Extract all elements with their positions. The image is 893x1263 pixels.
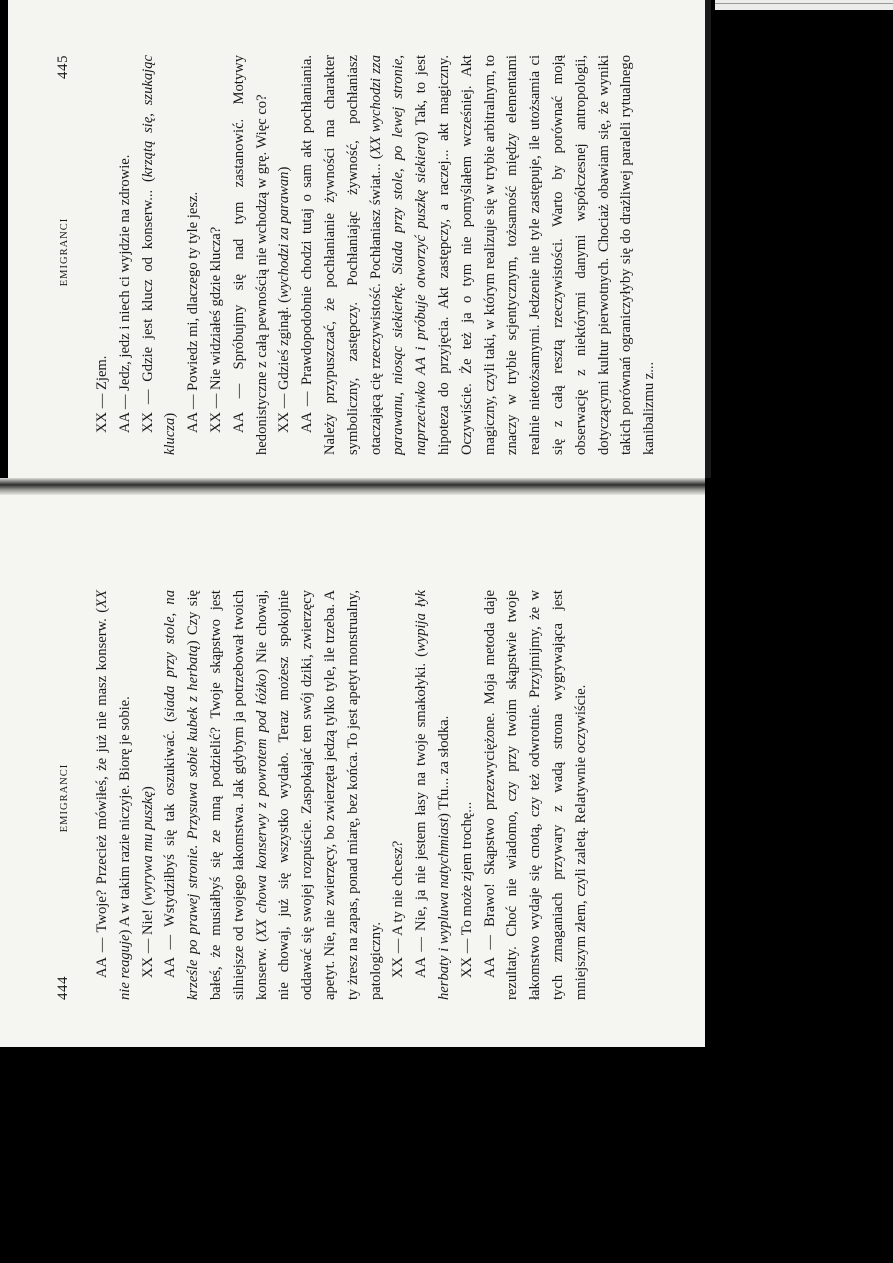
paragraph — [114, 55, 137, 455]
dialogue-text: ) — [276, 166, 293, 172]
paragraph — [410, 590, 456, 1000]
dialogue-text: XX — To może zjem trochę... — [458, 801, 475, 978]
paragraph — [137, 55, 183, 455]
page-header — [55, 55, 77, 455]
dialogue-text: ) Tak, to jest hipoteza do przyjęcia. Akt zastępczy, a raczej... akt magiczny. Oczywiście. Że też ja o tym nie pomyślałem wcześniej. Akt magiczny, czyli taki, w którym realizuje się w trybie arbitralnym, to znaczy w trybie scjentycznym, tożsamość między elementami realnie nietożsamymi. Jedzenie nie tyle zastępuje, ile utożsamia ci się z całą resztą rzeczywistości. Warto by porównać moją obserwację z niektórymi danymi współczesnej antropologii, dotyczącymi kultur pierwotnych. Chociaż obawiam się, że wyniki takich porównań ograniczyłyby się do drażliwej paraleli rytualnego kanibalizmu z... — [413, 55, 658, 455]
dialogue-text: ) Nie chowaj, nie chowaj, już się wszystko wydało. Teraz możesz spokojnie oddawać się swojej rozpuście. Zaspokajać ten swój dziki, zwierzęcy apetyt. Nie, nie zwierzęcy, bo zwierzęta jedzą tylko tyle, ile trzeba. A ty żresz na zapas, ponad miarę, bez końca. To jest apetyt monstrualny, patologiczny. — [253, 589, 384, 1000]
paragraph — [137, 590, 160, 1000]
dialogue-text: ) Tfu... za słodka. — [435, 715, 452, 818]
running-head: EMIGRANCI — [59, 763, 70, 833]
paragraph — [159, 590, 387, 1000]
dialogue-text: AA — Brawo! Skąpstwo przezwyciężone. Moja metoda daje rezultaty. Choć nie wiadomo, czy przy twoim skąpstwie twoje łakomstwo wydaje się cnotą, czy też odwrotnie. Przyjmijmy, że w tych zmaganiach przywary z wadą strona wygrywająca jest mniejszym złem, czyli zaletą. Relatywnie oczywiście. — [481, 590, 589, 1000]
page-header — [55, 590, 77, 1000]
dialogue-text: XX — A ty nie chcesz? — [390, 840, 407, 978]
paragraph — [205, 55, 228, 455]
page-body — [91, 590, 593, 1000]
dialogue-text: AA — Spróbujmy się nad tym zastanowić. Motywy hedonistyczne z całą pewnością nie wchodzą w grę. Więc co? — [230, 55, 270, 455]
paragraph — [91, 590, 137, 1000]
dialogue-text: XX — Nie! ( — [139, 900, 156, 978]
dialogue-text: AA — Wstydziłbyś się tak oszukiwać. ( — [162, 717, 179, 978]
stage-direction: krzątą się, szukając klucza — [139, 55, 179, 455]
paragraph — [387, 590, 410, 1000]
paragraph — [228, 55, 274, 455]
page-number: 445 — [55, 55, 71, 79]
next-page-stub — [715, 0, 893, 10]
running-head: EMIGRANCI — [59, 217, 70, 287]
dialogue-text: AA — Jedz, jedz i niech ci wyjdzie na zdrowie. — [116, 154, 133, 433]
paragraph — [273, 55, 296, 455]
dialogue-text: XX — Gdzieś zginął. ( — [276, 298, 293, 433]
paragraph — [91, 55, 114, 455]
paragraph — [456, 590, 479, 1000]
stage-direction: wyrywa mu puszkę — [139, 791, 156, 901]
dialogue-text: AA — Prawdopodobnie chodzi tutaj o sam akt pochłaniania. Należy przypuszczać, że pochłanianie żywności ma charakter symboliczny, zastępczy. Pochłaniając żywność, pochłaniasz otaczającą cię rzeczywistość. Pochłaniasz świat... ( — [299, 55, 384, 455]
stage-direction: wychodzi za parawan — [276, 171, 293, 299]
dialogue-text: ) — [162, 412, 179, 418]
dialogue-text: AA — Twoje? Przecież mówiłeś, że już nie masz konserw. ( — [94, 607, 110, 978]
dialogue-text: ) — [139, 786, 156, 792]
page-body — [91, 55, 661, 455]
dialogue-text: AA — Powiedz mi, dlaczego ty tyle jesz. — [185, 191, 202, 433]
stage-direction: XX nie reaguje — [94, 590, 133, 1000]
stage-direction: XX wychodzi zza parawanu, niosąc siekierkę. Siada przy stole, po lewej stronie, naprzeciwko AA i próbuje otworzyć puszkę siekierą — [367, 55, 430, 455]
dialogue-text: XX — Gdzie jest klucz od konserw... ( — [139, 177, 156, 433]
dialogue-text: AA — Nie, ja nie jestem łasy na twoje smakołyki. ( — [413, 652, 430, 978]
dialogue-text: ) A w takim razie niczyje. Biorę je sobie. — [116, 696, 133, 935]
page-445 — [55, 55, 658, 455]
dialogue-text: ) Czy się bałeś, że musiałbyś się ze mną podzielić? Twoje skąpstwo jest silniejsze od twojego łakomstwa. Jak gdybym ja potrzebował twoich konserw. ( — [185, 590, 270, 1000]
paragraph — [296, 55, 661, 455]
dialogue-text: XX — Nie widziałeś gdzie klucza? — [207, 226, 224, 433]
dialogue-text: XX — Zjem. — [94, 355, 110, 433]
page-edge-shadow — [705, 0, 711, 478]
stage-direction: XX chowa konserwy z powrotem pod łóżko — [253, 673, 270, 937]
book-gutter — [0, 478, 705, 495]
stage-direction: siada przy stole, na krześle po prawej stronie. Przysuwa sobie kubek z herbatą — [162, 590, 202, 1000]
stage-direction: wypija łyk herbaty i wypluwa natychmiast — [413, 590, 452, 1000]
page-444 — [55, 590, 655, 1000]
paragraph — [479, 590, 593, 1000]
paragraph — [182, 55, 205, 455]
page-number: 444 — [55, 976, 71, 1000]
